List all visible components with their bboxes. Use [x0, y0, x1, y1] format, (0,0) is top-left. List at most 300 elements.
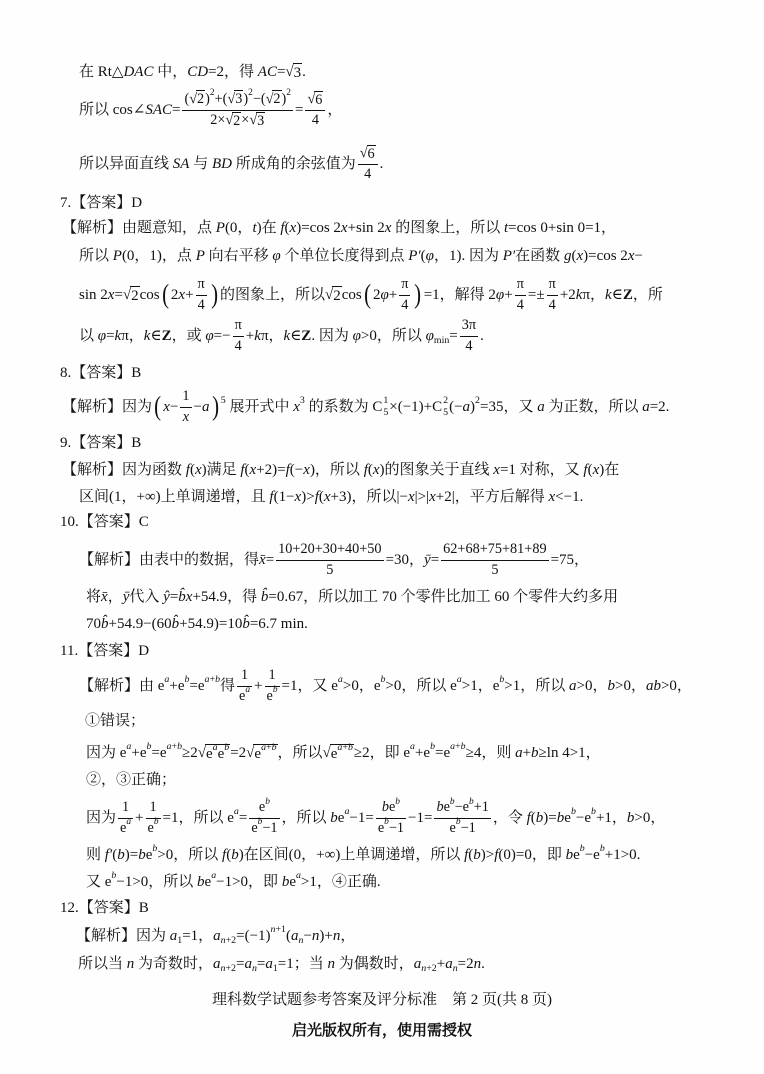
- text-run: 3: [235, 91, 243, 108]
- math-variable: ȳ: [122, 589, 130, 605]
- math-variable: a: [537, 399, 545, 415]
- integer-set-symbol: Z: [161, 328, 172, 344]
- math-variable: a: [462, 399, 471, 415]
- math-variable: b: [565, 847, 574, 863]
- text-run: =: [238, 810, 248, 826]
- math-variable: x: [323, 489, 331, 505]
- superscript: [164, 674, 169, 686]
- math-variable: n: [473, 956, 482, 972]
- fraction: [265, 667, 280, 704]
- text-run: +: [266, 741, 272, 753]
- superscript: [271, 924, 286, 936]
- text-run: sin 2: [79, 287, 108, 303]
- superscript: [430, 741, 435, 753]
- superscript: [213, 742, 218, 754]
- text-run: −1: [460, 819, 476, 836]
- superscript: [205, 674, 220, 686]
- text-run: =: [449, 328, 458, 344]
- math-variable: a: [245, 684, 251, 695]
- radicand: [332, 286, 342, 305]
- math-variable: a: [413, 956, 422, 972]
- fraction: [460, 317, 478, 354]
- text-run: ×(−1)+C: [389, 399, 443, 415]
- text-run: =1，: [182, 928, 214, 944]
- math-variable: f: [494, 847, 499, 863]
- text-run: e: [217, 745, 225, 762]
- math-variable: φ: [425, 328, 434, 344]
- text-run: 12.【答案】B: [60, 900, 149, 916]
- math-variable: P: [112, 248, 122, 264]
- math-variable: b: [197, 874, 205, 890]
- math-variable: a: [410, 741, 415, 753]
- text-run: >1，e: [461, 678, 500, 694]
- text-run: =cos 0+sin 0=1，: [508, 220, 617, 236]
- text-run: π，: [582, 287, 606, 303]
- text-run: ≥2，即 e: [353, 745, 411, 761]
- math-variable: a: [265, 956, 273, 972]
- superscript: [580, 843, 585, 855]
- math-variable: b: [152, 843, 158, 855]
- math-variable: n: [421, 963, 427, 974]
- superscript: [600, 843, 605, 855]
- math-variable: n: [220, 963, 226, 974]
- math-variable: BD: [211, 156, 232, 172]
- fraction: [237, 667, 252, 704]
- math-variable: b: [138, 847, 146, 863]
- math-variable: n: [332, 928, 341, 944]
- math-variable: b: [535, 810, 544, 826]
- text-run: −: [193, 399, 202, 415]
- text-run: =1，所以 e: [162, 810, 234, 826]
- big-parenthesis: (: [161, 279, 169, 311]
- text-run: ，1). 因为: [433, 248, 503, 264]
- fraction-numerator: [547, 276, 558, 295]
- analysis-continuation-line: [79, 316, 484, 356]
- text-run: (: [468, 847, 474, 863]
- text-run: cos: [341, 287, 362, 303]
- fraction-denominator: [399, 296, 410, 314]
- math-variable: ȳ: [424, 552, 431, 568]
- fraction-denominator: [182, 111, 293, 130]
- text-run: +54.9−(60: [108, 616, 172, 632]
- radicand: [130, 286, 140, 305]
- math-variable: b: [599, 843, 605, 855]
- text-run: 1: [268, 667, 276, 684]
- math-variable: b: [111, 870, 117, 882]
- math-variable: x: [384, 220, 392, 236]
- analysis-continuation-line: [79, 275, 663, 315]
- math-variable: x: [194, 462, 202, 478]
- text-run: 代入: [129, 589, 164, 605]
- math-variable: a: [295, 870, 301, 882]
- math-variable: x̄: [259, 552, 266, 568]
- radicand: [196, 90, 205, 108]
- text-run: 4: [311, 112, 319, 128]
- math-variable: x: [627, 248, 635, 264]
- text-run: 1: [177, 935, 183, 946]
- text-run: −: [169, 399, 179, 415]
- sub-superscript: [383, 395, 388, 419]
- fraction-numerator: [376, 796, 406, 818]
- text-run: )的图象关于直线: [379, 462, 494, 478]
- math-variable: x: [592, 462, 600, 478]
- text-run: (: [286, 928, 291, 944]
- math-variable: φ: [380, 287, 389, 303]
- text-run: +: [388, 287, 398, 303]
- text-run: ×√: [241, 112, 258, 128]
- math-variable: b: [117, 847, 125, 863]
- text-run: >1，所以: [504, 678, 570, 694]
- superscript: [571, 806, 576, 818]
- subscript: [273, 963, 278, 975]
- text-run: =30，: [385, 552, 425, 568]
- text-run: e: [147, 819, 154, 836]
- math-variable: x: [407, 489, 415, 505]
- text-run: −1>0，即: [216, 874, 282, 890]
- text-run: (: [587, 462, 593, 478]
- superscript: [234, 806, 239, 818]
- math-variable: b: [330, 810, 338, 826]
- text-run: +1，: [595, 810, 627, 826]
- fraction-denominator: [196, 296, 207, 314]
- math-variable: b: [153, 816, 159, 827]
- fraction: [182, 90, 293, 129]
- solution-text-line: [79, 90, 342, 130]
- text-run: =e: [435, 745, 451, 761]
- text-run: +2: [559, 287, 576, 303]
- text-run: 1: [182, 388, 190, 405]
- math-variable: P: [215, 220, 225, 236]
- text-run: 2: [286, 88, 291, 99]
- fraction: [434, 796, 490, 836]
- text-run: 3: [257, 112, 265, 129]
- math-variable: x̄: [101, 589, 108, 605]
- text-run: =−: [213, 328, 231, 344]
- text-run: 1: [240, 667, 249, 684]
- text-run: π: [401, 276, 409, 293]
- math-variable: b: [215, 674, 220, 686]
- fraction: [233, 317, 244, 354]
- text-run: +: [522, 745, 532, 761]
- fraction-denominator: [358, 165, 378, 183]
- math-variable: b: [579, 843, 585, 855]
- math-variable: k: [283, 328, 291, 344]
- text-run: 1: [121, 799, 130, 816]
- fraction-numerator: [276, 541, 383, 560]
- text-run: 2: [333, 287, 341, 304]
- text-run: 4: [465, 337, 473, 354]
- text-run: )满足: [201, 462, 241, 478]
- math-variable: a: [126, 816, 132, 827]
- text-run: =: [265, 552, 275, 568]
- text-run: =35，又: [479, 399, 538, 415]
- math-variable: x: [372, 462, 380, 478]
- math-variable: b: [556, 810, 565, 826]
- text-run: 所以异面直线: [79, 156, 173, 172]
- superscript: [154, 817, 159, 828]
- math-variable: b: [271, 741, 277, 753]
- math-variable: b: [473, 847, 481, 863]
- text-run: 与: [189, 156, 212, 172]
- text-run: ∈: [290, 328, 302, 344]
- text-run: (: [530, 810, 536, 826]
- text-run: 2: [475, 395, 480, 407]
- fraction: [358, 145, 378, 183]
- text-run: 为正数，所以: [544, 399, 643, 415]
- math-variable: b̂: [171, 616, 180, 632]
- text-run: ≥4，则: [465, 745, 516, 761]
- fraction-denominator: [233, 337, 244, 355]
- math-variable: f: [222, 847, 227, 863]
- superscript: [286, 88, 291, 99]
- text-run: 【解析】由 e: [79, 678, 165, 694]
- text-run: +2|，平方后解得: [435, 489, 549, 505]
- analysis-line: [79, 666, 692, 706]
- text-run: e: [388, 799, 396, 816]
- math-variable: b: [449, 796, 455, 807]
- text-run: =±: [527, 287, 545, 303]
- text-run: >0，e: [342, 678, 381, 694]
- text-run: 10.【答案】C: [60, 514, 149, 530]
- subscript: [421, 963, 436, 975]
- superscript: [167, 741, 182, 753]
- math-variable: b: [607, 678, 615, 694]
- text-run: )在: [256, 220, 281, 236]
- text-run: >1，④正确.: [300, 874, 381, 890]
- text-run: .: [480, 328, 484, 344]
- text-run: (: [189, 462, 195, 478]
- text-run: =2√: [230, 745, 255, 761]
- text-run: =1，解得 2: [423, 287, 496, 303]
- text-run: e: [239, 687, 246, 704]
- math-variable: a: [642, 399, 650, 415]
- text-run: 2: [131, 287, 139, 304]
- text-run: . 因为: [311, 328, 353, 344]
- math-variable: x: [340, 220, 348, 236]
- text-run: >0，所以 e: [385, 678, 457, 694]
- text-run: 10+20+30+40+50: [278, 541, 382, 558]
- fraction: [196, 276, 207, 313]
- fraction-numerator: [249, 796, 279, 818]
- superscript: [146, 741, 151, 753]
- fraction-numerator: [118, 799, 133, 818]
- math-variable: x: [548, 489, 556, 505]
- text-run: <−1.: [555, 489, 584, 505]
- text-run: e: [145, 847, 153, 863]
- fraction-denominator: [118, 816, 133, 837]
- text-run: (0，: [224, 220, 253, 236]
- fraction: [305, 91, 325, 129]
- text-run: (0，1)，点: [121, 248, 196, 264]
- text-run: 在函数: [515, 248, 564, 264]
- math-variable: k: [575, 287, 583, 303]
- text-run: −e: [584, 847, 600, 863]
- text-run: 5: [326, 561, 334, 578]
- math-variable: a: [344, 806, 350, 818]
- analysis-continuation-line: [86, 760, 176, 800]
- text-run: 在 Rt△: [79, 64, 124, 80]
- text-run: 个单位长度得到点: [280, 248, 409, 264]
- text-run: 5: [443, 407, 449, 418]
- math-variable: n: [452, 963, 458, 974]
- text-run: −1=: [408, 810, 433, 826]
- text-run: =6.7 min.: [249, 616, 308, 632]
- text-run: (: [367, 462, 373, 478]
- superscript: [443, 395, 448, 407]
- fraction-numerator: [233, 317, 244, 336]
- text-run: 得: [220, 678, 236, 694]
- text-run: e: [449, 819, 456, 836]
- analysis-line: [79, 540, 589, 580]
- math-variable: x: [163, 399, 170, 415]
- math-variable: AC: [257, 64, 277, 80]
- text-run: 2: [443, 395, 449, 407]
- text-run: =: [106, 328, 115, 344]
- text-run: √: [359, 145, 368, 162]
- text-run: (: [571, 248, 577, 264]
- text-run: =2，得: [208, 64, 258, 80]
- math-variable: b: [347, 741, 353, 753]
- fraction: [146, 799, 161, 836]
- math-variable: x: [289, 220, 297, 236]
- text-run: +sin 2: [347, 220, 385, 236]
- text-run: 11.【答案】D: [60, 643, 150, 659]
- radicand: [234, 90, 243, 108]
- math-variable: a: [212, 741, 218, 753]
- solution-text-line: [79, 144, 383, 184]
- math-variable: a: [169, 928, 178, 944]
- superscript: [273, 685, 278, 696]
- math-variable: k: [605, 287, 612, 303]
- text-run: −e: [454, 799, 469, 816]
- radicand: [314, 91, 323, 109]
- text-run: 1: [272, 963, 278, 974]
- text-run: (√: [184, 90, 198, 107]
- text-run: (1−: [273, 489, 295, 505]
- answer-heading: [60, 631, 149, 671]
- text-run: )>: [301, 489, 315, 505]
- superscript: [111, 870, 116, 882]
- text-run: 4: [234, 337, 242, 354]
- math-variable: φ: [272, 248, 281, 264]
- math-variable: x: [294, 489, 302, 505]
- math-variable: b: [570, 806, 576, 818]
- text-run: 1: [383, 395, 389, 407]
- text-run: 9.【答案】B: [60, 435, 142, 451]
- text-run: 的图象上，所以: [391, 220, 504, 236]
- text-run: ，所以: [281, 810, 331, 826]
- text-run: 2: [273, 91, 281, 108]
- math-variable: x: [493, 462, 500, 478]
- math-variable: b: [177, 741, 182, 753]
- text-run: ，所以√: [277, 745, 331, 761]
- text-run: π: [548, 276, 556, 293]
- fraction: [399, 276, 410, 313]
- math-variable: DAC: [123, 64, 154, 80]
- analysis-continuation-line: [78, 944, 485, 984]
- radicand: [205, 741, 230, 763]
- math-variable: f: [240, 462, 245, 478]
- text-run: +: [135, 810, 144, 826]
- text-run: 2: [170, 287, 179, 303]
- math-variable: ŷ: [163, 589, 170, 605]
- fraction-numerator: [358, 145, 378, 165]
- text-run: ，: [327, 102, 343, 118]
- text-run: +: [209, 674, 216, 686]
- text-run: 将: [86, 589, 102, 605]
- subscript: [221, 963, 236, 975]
- fraction-numerator: [399, 276, 410, 295]
- text-run: 6: [367, 145, 375, 162]
- text-run: e: [205, 745, 213, 762]
- math-variable: a: [164, 674, 170, 686]
- math-variable: b̂: [260, 589, 269, 605]
- text-run: 向右平移: [204, 248, 273, 264]
- superscript: [450, 797, 455, 808]
- math-variable: φ: [205, 328, 214, 344]
- analysis-continuation-line: [86, 798, 665, 838]
- math-variable: k: [143, 328, 151, 344]
- text-run: 1: [149, 799, 157, 816]
- text-run: e: [251, 819, 258, 836]
- text-run: 所成角的余弦值为: [231, 156, 356, 172]
- subscript: [453, 963, 458, 975]
- solution-text-line: [79, 52, 306, 92]
- math-variable: n: [270, 924, 276, 936]
- text-run: )=: [124, 847, 139, 863]
- math-variable: a: [450, 741, 456, 753]
- text-run: 2×√: [210, 112, 234, 128]
- text-run: .: [302, 64, 306, 80]
- text-run: 因为: [86, 810, 117, 826]
- text-run: ): [205, 90, 210, 107]
- fraction-numerator: [146, 799, 161, 818]
- superscript: [456, 817, 461, 828]
- math-variable: b: [257, 816, 263, 827]
- superscript: [410, 741, 415, 753]
- fraction-denominator: [146, 816, 161, 837]
- text-run: +: [342, 741, 348, 753]
- superscript: [126, 741, 131, 753]
- fraction-denominator: [547, 296, 558, 314]
- math-variable: x: [293, 399, 300, 415]
- text-run: e: [573, 847, 580, 863]
- superscript: [211, 870, 216, 882]
- text-run: 的系数为 C: [304, 399, 383, 415]
- text-run: 所以: [79, 248, 113, 264]
- radicand: [256, 112, 265, 130]
- text-run: +(√: [214, 90, 236, 107]
- fraction-denominator: [376, 816, 406, 837]
- math-variable: a: [202, 399, 210, 415]
- text-run: cos: [139, 287, 160, 303]
- superscript: [265, 797, 270, 808]
- superscript: [450, 741, 465, 753]
- fraction-numerator: [460, 317, 478, 336]
- math-variable: b: [626, 810, 635, 826]
- math-variable: f: [363, 462, 368, 478]
- text-run: 2: [248, 88, 253, 99]
- radicand: [272, 90, 281, 108]
- text-run: 【解析】由表中的数据，得: [79, 552, 260, 568]
- superscript: [384, 817, 389, 828]
- math-variable: φ: [425, 248, 434, 264]
- fraction: [180, 388, 191, 425]
- superscript: [591, 806, 596, 818]
- fraction-denominator: [265, 684, 280, 705]
- math-variable: φ: [495, 287, 505, 303]
- superscript: [383, 395, 388, 407]
